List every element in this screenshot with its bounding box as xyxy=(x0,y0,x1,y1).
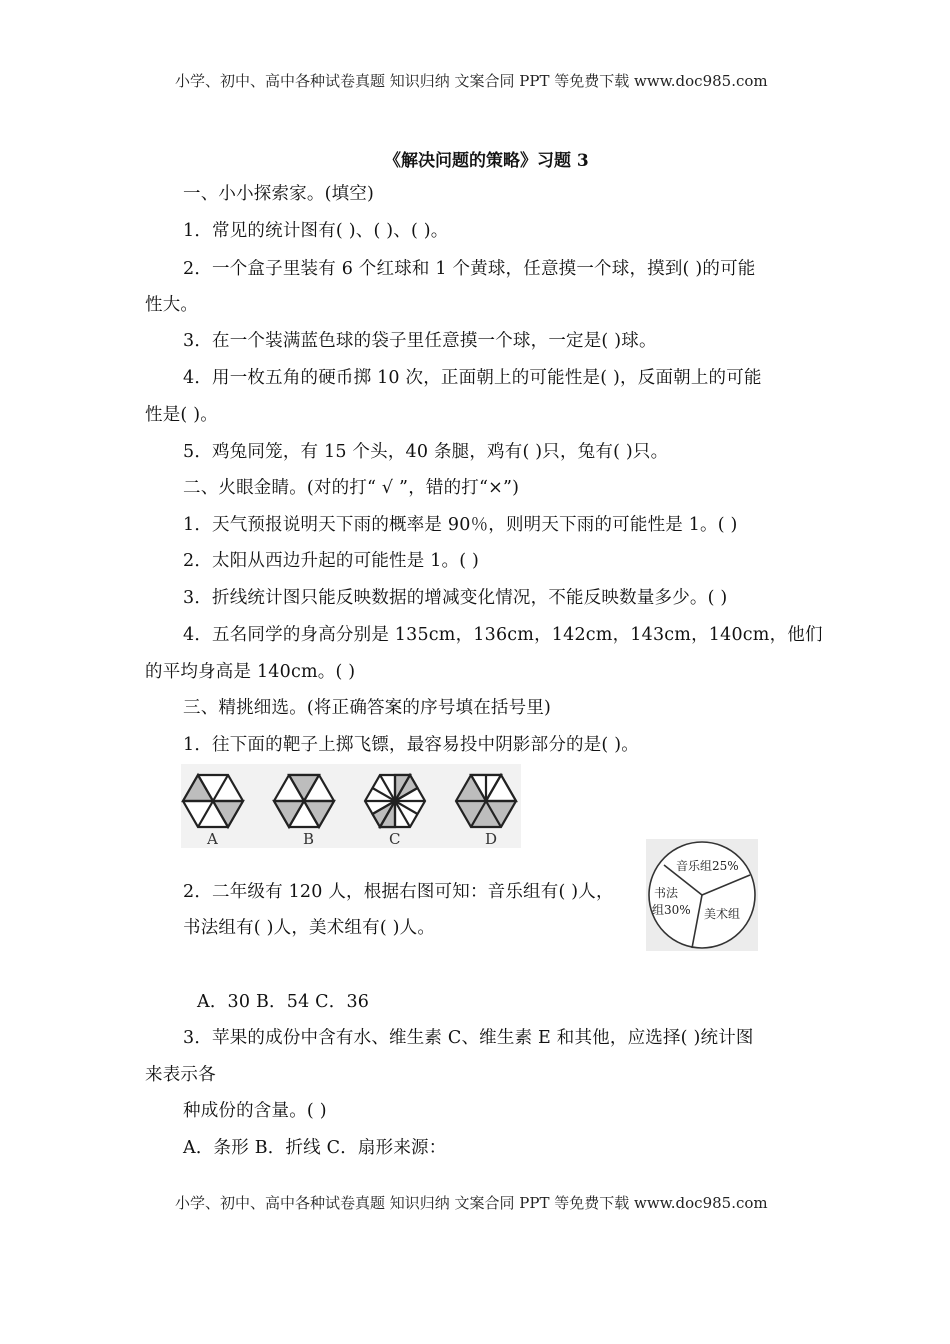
s3-q2-line2: 书法组有( )人，美术组有( )人。 xyxy=(183,918,436,938)
s1-q3: 3．在一个装满蓝色球的袋子里任意摸一个球，一定是( )球。 xyxy=(183,331,657,351)
s1-q4-line1: 4．用一枚五角的硬币掷 10 次，正面朝上的可能性是( )，反面朝上的可能 xyxy=(183,368,762,388)
s3-q3-line3: 种成份的含量。( ) xyxy=(183,1101,327,1121)
page-footer: 小学、初中、高中各种试卷真题 知识归纳 文案合同 PPT 等免费下载 www.doc985.com xyxy=(175,1194,768,1212)
s3-q3-line1: 3．苹果的成份中含有水、维生素 C、维生素 E 和其他，应选择( )统计图 xyxy=(183,1028,754,1048)
s3-q3-options: A．条形 B．折线 C．扇形来源： xyxy=(183,1138,447,1158)
dartboard-figure xyxy=(181,764,521,848)
s1-q1: 1．常见的统计图有( )、( )、( )。 xyxy=(183,221,449,241)
section3-heading: 三、精挑细选。(将正确答案的序号填在括号里) xyxy=(183,698,552,718)
s2-q1: 1．天气预报说明天下雨的概率是 90％，则明天下雨的可能性是 1。( ) xyxy=(183,515,738,535)
hexagon-d xyxy=(456,775,516,827)
s2-q2: 2．太阳从西边升起的可能性是 1。( ) xyxy=(183,551,480,571)
s3-q3-line2: 来表示各 xyxy=(145,1065,216,1085)
s3-q1: 1．往下面的靶子上掷飞镖，最容易投中阴影部分的是( )。 xyxy=(183,735,639,755)
hexagon-label-d: D xyxy=(485,830,498,848)
pie-label-music: 音乐组25% xyxy=(676,859,739,873)
hexagon-label-c: C xyxy=(389,830,401,848)
hexagon-label-a: A xyxy=(207,830,218,848)
s1-q2-line2: 性大。 xyxy=(145,295,199,315)
s1-q5: 5．鸡兔同笼，有 15 个头，40 条腿，鸡有( )只，兔有( )只。 xyxy=(183,442,669,462)
s1-q2-line1: 2．一个盒子里装有 6 个红球和 1 个黄球，任意摸一个球，摸到( )的可能 xyxy=(183,259,756,279)
hexagon-targets xyxy=(181,764,521,848)
page-title: 《解决问题的策略》习题 3 xyxy=(384,151,589,171)
section2-heading: 二、火眼金睛。(对的打“ √ ”，错的打“×”) xyxy=(183,478,520,498)
pie-label-calligraphy-2: 组30% xyxy=(652,903,691,917)
hexagon-c xyxy=(365,775,425,827)
s2-q4-line1: 4．五名同学的身高分别是 135cm，136cm，142cm，143cm，140cm，他们 xyxy=(183,625,823,645)
pie-label-calligraphy-1: 书法 xyxy=(654,886,679,900)
s1-q4-line2: 性是( )。 xyxy=(145,405,218,425)
s2-q4-line2: 的平均身高是 140cm。( ) xyxy=(145,662,356,682)
section1-heading: 一、小小探索家。(填空) xyxy=(183,184,375,204)
s3-q2-options: A．30 B．54 C．36 xyxy=(197,992,370,1012)
pie-label-art: 美术组 xyxy=(704,907,741,921)
hexagon-label-b: B xyxy=(303,830,315,848)
s2-q3: 3．折线统计图只能反映数据的增减变化情况，不能反映数量多少。( ) xyxy=(183,588,728,608)
hexagon-b xyxy=(274,775,334,827)
hexagon-a xyxy=(183,775,243,827)
pie-chart-figure xyxy=(646,839,758,951)
page-header: 小学、初中、高中各种试卷真题 知识归纳 文案合同 PPT 等免费下载 www.doc985.com xyxy=(175,72,768,90)
s3-q2-line1: 2．二年级有 120 人，根据右图可知：音乐组有( )人， xyxy=(183,882,614,902)
pie-chart xyxy=(646,839,758,951)
